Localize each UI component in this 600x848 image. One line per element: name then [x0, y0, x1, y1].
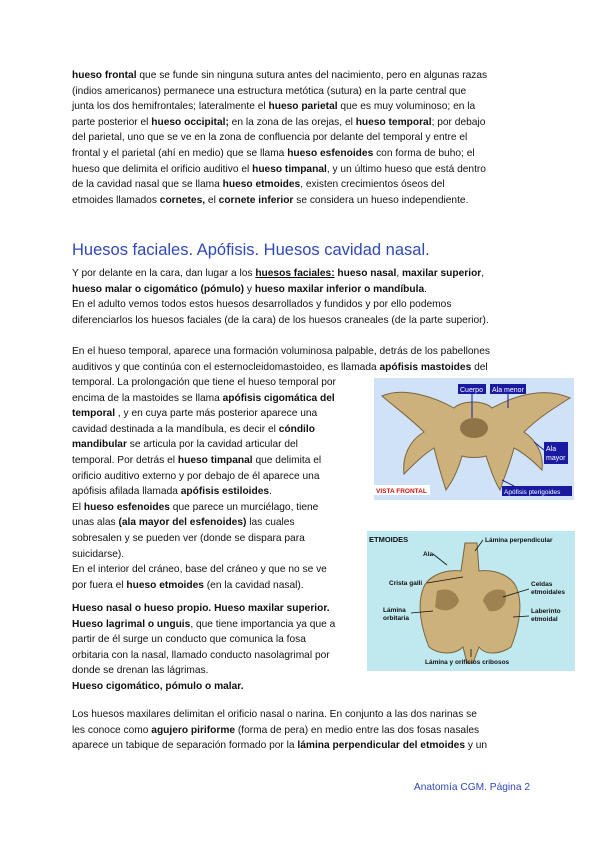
bold-term: hueso frontal [72, 70, 137, 81]
text-line [72, 177, 530, 193]
text-line [72, 562, 372, 578]
text-line [72, 297, 530, 313]
label-ala-menor: Ala menor [492, 387, 524, 394]
text-run: , [481, 268, 485, 279]
text-line [72, 193, 530, 209]
bold-term: cornete inferior [218, 194, 294, 206]
text-run: hueso que delimita el orificio auditivo el [72, 163, 253, 175]
text-run: el [205, 194, 219, 206]
text-line [72, 578, 372, 594]
text-line [72, 723, 530, 739]
text-run: apófisis afilada llamada [72, 486, 181, 498]
text-run: Los huesos maxilares delimitan el orificio nasal o narina. En conjunto a las dos narinas se [72, 709, 477, 720]
text-run: del [471, 361, 488, 373]
bold-term: huesos faciales: [255, 268, 335, 279]
bold-term: hueso esfenoides [83, 501, 170, 513]
text-run: temporal. Por detrás el [72, 454, 178, 466]
label-lamina-orbitaria: orbitaria [383, 615, 410, 622]
apophysis-paragraph [72, 375, 372, 593]
bold-term: cornetes, [159, 194, 206, 206]
label-celdas: Celdas [531, 581, 553, 588]
label-ala-mayor: mayor [546, 455, 566, 462]
bold-term: hueso maxilar inferior o mandíbula [254, 283, 425, 295]
text-run: , que tiene importancia ya que a [190, 618, 336, 630]
text-line [72, 663, 372, 679]
text-run: frontal y el parietal (ahí en medio) que se llama [72, 147, 288, 159]
bold-term: (ala mayor del esfenoides) [118, 517, 247, 529]
text-line [72, 469, 372, 485]
bold-term: lámina perpendicular del etmoides [297, 740, 465, 752]
text-run: aparece un tabique de separación formado por la [72, 740, 298, 752]
text-run: , existen crecimientos óseos del [300, 179, 445, 191]
text-run: (indios americanos) permanece una estructura metótica (sutura) en la parte central que [72, 85, 467, 97]
text-line [72, 679, 372, 695]
text-run: encima de la mastoides se llama [72, 392, 223, 404]
bold-term: hueso etmoides [126, 579, 204, 591]
text-line [72, 617, 372, 633]
figure-title: ETMOIDES [369, 535, 409, 544]
text-run: diferenciarlos los huesos faciales (de la cara) de los huesos craneales (de la parte superior). [72, 314, 489, 326]
label-lamina-cribosa: Lámina y orificios cribosos [425, 659, 510, 666]
bold-term: hueso timpanal [177, 454, 253, 466]
text-run: se articula por la cavidad articular del [126, 439, 298, 451]
text-line [72, 391, 372, 407]
bold-term: Hueso lagrimal o unguis [72, 618, 191, 630]
intro-paragraph [72, 68, 530, 208]
text-run: temporal. La prolongación que tiene el hueso temporal por [72, 377, 336, 388]
label-laberinto: Laberinto [531, 608, 561, 615]
text-line [72, 344, 530, 360]
label-celdas: etmoidales [531, 589, 565, 596]
text-run: En el interior del cráneo, base del cráneo y que no se ve [72, 564, 327, 576]
text-run: que parece un murciélago, tiene [169, 501, 319, 513]
ethmoid-figure [367, 531, 575, 671]
text-line [72, 313, 530, 329]
text-run: En el hueso temporal, aparece una formación voluminosa palpable, detrás de los pabellones [72, 346, 490, 357]
text-line [72, 162, 530, 178]
facial-bones-paragraph [72, 266, 530, 328]
bold-term: apófisis mastoides [379, 361, 472, 373]
text-run: junta los dos hemifrontales; lateralmente el [72, 101, 269, 113]
bold-term: hueso timpanal [252, 163, 327, 175]
text-line [72, 531, 372, 547]
text-run: . [424, 283, 427, 295]
bold-term: Hueso cigomático, pómulo o malar. [72, 680, 244, 692]
text-run: que delimita el [252, 454, 322, 466]
bold-term: hueso nasal [334, 268, 397, 279]
text-run: En el adulto vemos todos estos huesos desarrollados y fundidos y por ello podemos [72, 299, 452, 311]
text-line [72, 648, 372, 664]
bold-term: temporal [72, 408, 116, 420]
text-line [72, 453, 372, 469]
text-run: , [396, 268, 402, 279]
text-run: donde se drenan las lágrimas. [72, 665, 209, 677]
text-line [72, 282, 530, 298]
text-run: parte posterior el [72, 116, 152, 128]
text-run: (forma de pera) en medio entre las dos fosas nasales [235, 724, 480, 736]
bold-term: apófisis cigomática del [222, 392, 335, 404]
text-line [72, 130, 530, 146]
text-line [72, 84, 530, 100]
text-run: y [244, 283, 255, 295]
maxillary-paragraph [72, 707, 530, 754]
text-run: , y en cuya parte más posterior aparece una [115, 408, 318, 420]
label-laberinto: etmoidal [531, 616, 558, 623]
text-line [72, 115, 530, 131]
text-run: con forma de buho; el [373, 147, 475, 159]
label-ala-mayor: Ala [546, 446, 557, 453]
facial-bones-list [72, 601, 372, 695]
bold-term: apófisis estiloides [180, 486, 270, 498]
text-run: ; por debajo [431, 116, 486, 128]
text-run: que es muy voluminoso; en la [337, 101, 476, 113]
text-run: Y por delante en la cara, dan lugar a los [72, 268, 256, 279]
label-cuerpo: Cuerpo [460, 387, 483, 394]
text-line [72, 515, 372, 531]
bold-term: agujero piriforme [151, 724, 236, 736]
bold-term: hueso malar o cigomático (pómulo) [72, 283, 245, 295]
bold-term: cóndilo [278, 423, 315, 435]
temporal-paragraph [72, 344, 530, 375]
section-heading: Huesos faciales. Apófisis. Huesos cavidad nasal. [72, 241, 430, 259]
text-run: en la zona de las orejas, el [228, 116, 356, 128]
bold-term: hueso esfenoides [287, 147, 374, 159]
label-lamina-orbitaria: Lámina [383, 607, 406, 614]
text-run: las cuales [246, 517, 295, 529]
bold-term: mandibular [72, 439, 127, 451]
text-line [72, 738, 530, 754]
text-line [72, 406, 372, 422]
text-run: les conoce como [72, 724, 152, 736]
page-footer: Anatomía CGM. Página 2 [413, 782, 530, 793]
text-line [72, 707, 530, 723]
label-crista-galli: Crista galli [389, 580, 423, 587]
text-line [72, 422, 372, 438]
text-run: auditivos y que continúa con el esternocleidomastoideo, es llamada [72, 361, 380, 373]
text-line [72, 360, 530, 376]
sella-turcica [460, 418, 488, 438]
text-line [72, 601, 372, 617]
text-run: orbitaria con la nasal, llamado conducto nasolagrimal por [72, 649, 330, 661]
text-run: y un [465, 740, 488, 752]
text-run: por fuera el [72, 579, 127, 591]
text-line [72, 375, 372, 391]
bold-term: hueso etmoides [222, 179, 301, 191]
text-run: unas alas [72, 517, 119, 529]
text-run: . [269, 486, 272, 498]
text-run: suicidarse). [72, 548, 125, 560]
text-run: , y un último hueso que está dentro [326, 163, 486, 175]
text-run: cavidad destinada a la mandíbula, es decir el [72, 423, 279, 435]
text-line [72, 146, 530, 162]
text-line [72, 632, 372, 648]
text-line [72, 99, 530, 115]
text-line [72, 500, 372, 516]
text-line [72, 266, 530, 282]
text-run: de la cavidad nasal que se llama [72, 179, 223, 191]
bold-term: hueso occipital; [151, 116, 229, 128]
bold-term: Hueso nasal o hueso propio. Hueso maxilar superior. [72, 603, 330, 614]
text-run: etmoides llamados [72, 194, 160, 206]
bold-term: maxilar superior [401, 268, 482, 279]
label-vista-frontal: VISTA FRONTAL [376, 488, 427, 495]
label-ala: Ala [423, 551, 434, 558]
text-run: El [72, 501, 84, 513]
text-run: del parietal, uno que se ve en la zona de confluencia por delante del temporal y entre el [72, 132, 468, 144]
text-run: orificio auditivo externo y por debajo de él aparece una [72, 470, 320, 482]
text-run: (en la cavidad nasal). [203, 579, 304, 591]
text-line [72, 68, 530, 84]
text-line [72, 437, 372, 453]
text-run: sobresalen y se pueden ver (donde se dispara para [72, 532, 305, 544]
text-line [72, 547, 372, 563]
text-run: que se funde sin ninguna sutura antes del nacimiento, pero en algunas razas [136, 70, 488, 81]
text-line [72, 484, 372, 500]
label-pterigoides: Apófisis pterigoides [504, 489, 561, 496]
bold-term: hueso temporal [355, 116, 432, 128]
text-run: partir de él surge un conducto que comunica la fosa [72, 634, 306, 646]
bold-term: hueso parietal [268, 101, 338, 113]
label-lamina-perpendicular: Lámina perpendicular [485, 537, 553, 544]
text-run: se considera un hueso independiente. [293, 194, 469, 206]
sphenoid-figure [374, 378, 574, 500]
